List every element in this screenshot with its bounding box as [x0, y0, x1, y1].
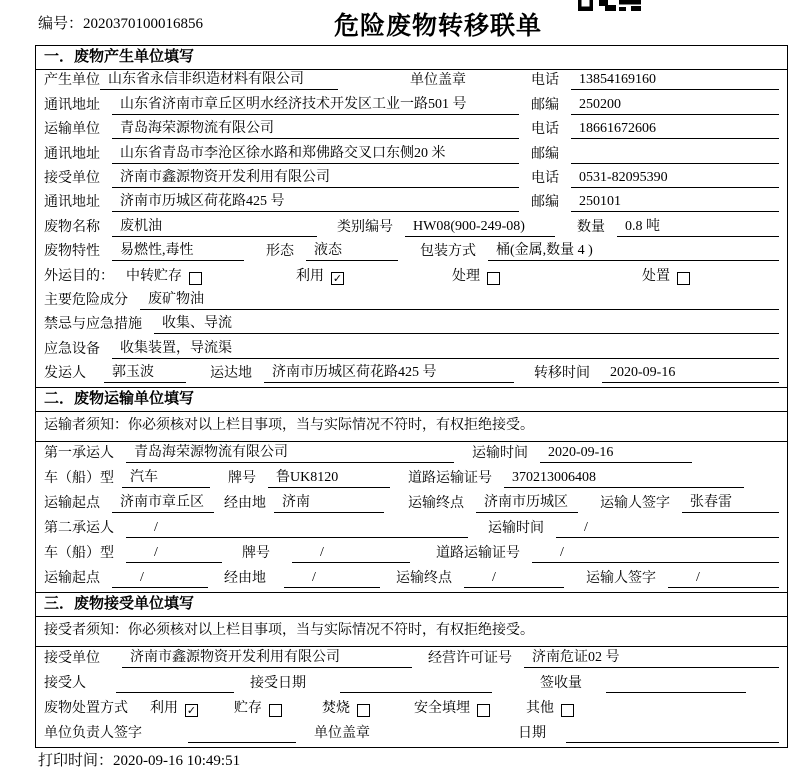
packaging-value: 桶(金属,数量 4 ) [488, 239, 779, 261]
second-vehicle-row [36, 542, 787, 567]
purpose-dispose-checkbox [677, 272, 690, 285]
transfer-time-label: 转移时间 [534, 366, 590, 382]
first-vehicle-row [36, 467, 787, 492]
page-title: 危险废物转移联单 [334, 13, 543, 40]
receiver-unit-value: 济南市鑫源物资开发利用有限公司 [112, 166, 519, 188]
accept-person-label: 接受人 [44, 676, 86, 692]
purpose-dispose-label: 处置 [642, 268, 670, 284]
outbound-purpose-row [36, 265, 787, 289]
print-time [38, 749, 240, 768]
hazard-component-value: 废矿物油 [140, 288, 779, 310]
purpose-utilize-label: 利用 [296, 268, 324, 284]
disposal-method-label: 废物处置方式 [44, 701, 128, 717]
receiver-notice: 接受者须知：你必须核对以上栏目事项，当与实际情况不符时，有权拒绝接受。 [36, 617, 787, 647]
receiver-unit-row [36, 168, 787, 192]
qr-code-icon [578, 0, 646, 12]
first-plate-label: 牌号 [228, 471, 256, 487]
receiver-address-label: 通讯地址 [44, 195, 100, 211]
purpose-transfer-storage-label: 中转贮存 [126, 268, 182, 284]
disposal-utilize-checkbox: ✓ [186, 704, 197, 718]
unit-seal-label: 单位盖章 [410, 73, 466, 89]
packaging-label: 包装方式 [420, 244, 476, 260]
second-via-label: 经由地 [224, 571, 266, 587]
second-vehicle-type-label: 车（船）型 [44, 546, 114, 562]
doc-number-value: 2020370100016856 [83, 16, 204, 32]
second-transport-time-label: 运输时间 [488, 521, 544, 537]
outbound-purpose-label: 外运目的： [44, 268, 114, 284]
print-time-value: 2020-09-16 10:49:51 [113, 753, 241, 768]
transporter-notice: 运输者须知：你必须核对以上栏目事项，当与实际情况不符时，有权拒绝接受。 [36, 412, 787, 442]
second-road-permit-label: 道路运输证号 [436, 546, 520, 562]
manifest-table [35, 45, 788, 748]
emergency-measures-value: 收集、导流 [154, 312, 779, 334]
producer-phone-label: 电话 [531, 73, 559, 89]
hazard-component-row [36, 290, 787, 314]
form-value: 液态 [306, 239, 398, 261]
purpose-transfer-storage-checkbox [189, 272, 202, 285]
producer-address-value: 山东省济南市章丘区明水经济技术开发区工业一路501 号 [112, 93, 519, 115]
producer-address-row [36, 94, 787, 118]
accept-unit-label: 接受单位 [44, 651, 100, 667]
first-carrier-value: 青岛海荣源物流有限公司 [126, 441, 454, 463]
date-label: 日期 [518, 726, 546, 742]
second-road-permit-value: / [532, 545, 779, 563]
second-via-value: / [284, 570, 380, 588]
receiver-phone-value: 0531-82095390 [571, 170, 779, 188]
section1-title: 一．废物产生单位填写 [36, 46, 787, 70]
transporter-zip-label: 邮编 [531, 146, 559, 162]
first-carrier-row [36, 442, 787, 467]
second-transport-time-value: / [556, 520, 779, 538]
quantity-value: 0.8 吨 [617, 215, 779, 237]
producer-unit-row [36, 70, 787, 94]
accept-unit-value: 济南市鑫源物资开发利用有限公司 [122, 646, 412, 668]
second-plate-value: / [292, 545, 410, 563]
first-via-label: 经由地 [224, 496, 266, 512]
transporter-unit-value: 青岛海荣源物流有限公司 [112, 117, 519, 139]
second-origin-value: / [112, 570, 208, 588]
first-transporter-sign-label: 运输人签字 [600, 496, 670, 512]
category-code-value: HW08(900-249-08) [405, 219, 555, 237]
disposal-landfill-label: 安全填埋 [414, 701, 470, 717]
second-terminus-label: 运输终点 [396, 571, 452, 587]
first-terminus-value: 济南市历城区 [476, 491, 578, 513]
purpose-treat-label: 处理 [452, 268, 480, 284]
producer-phone-value: 13854169160 [571, 72, 779, 90]
accept-person-row [36, 672, 787, 697]
disposal-method-row [36, 697, 787, 722]
producer-unit-value: 山东省永信非织造材料有限公司 [100, 68, 338, 90]
accept-unit-row [36, 647, 787, 672]
disposal-incinerate-checkbox [357, 704, 370, 717]
waste-name-row [36, 216, 787, 240]
responsible-sign-row [36, 722, 787, 747]
second-transporter-sign-value: / [668, 570, 779, 588]
transporter-zip-value [571, 162, 779, 164]
signed-quantity-label: 签收量 [540, 676, 582, 692]
second-route-row [36, 567, 787, 592]
transporter-unit-label: 运输单位 [44, 122, 100, 138]
section3-title: 三．废物接受单位填写 [36, 592, 787, 617]
emergency-equipment-label: 应急设备 [44, 341, 100, 357]
consignor-value: 郭玉波 [104, 361, 186, 383]
disposal-other-checkbox [561, 704, 574, 717]
first-origin-label: 运输起点 [44, 496, 100, 512]
transporter-address-value: 山东省青岛市李沧区徐水路和郑佛路交叉口东侧20 米 [112, 142, 519, 164]
producer-address-label: 通讯地址 [44, 97, 100, 113]
signed-quantity-value [606, 691, 746, 693]
second-carrier-label: 第二承运人 [44, 521, 114, 537]
second-carrier-row [36, 517, 787, 542]
disposal-incinerate-label: 焚烧 [322, 701, 350, 717]
producer-zip-label: 邮编 [531, 97, 559, 113]
receiver-phone-label: 电话 [531, 170, 559, 186]
second-transporter-sign-label: 运输人签字 [586, 571, 656, 587]
accept-date-label: 接受日期 [250, 676, 306, 692]
emergency-measures-label: 禁忌与应急措施 [44, 317, 142, 333]
second-plate-label: 牌号 [242, 546, 270, 562]
quantity-label: 数量 [577, 219, 605, 235]
receiver-address-value: 济南市历城区荷花路425 号 [112, 190, 519, 212]
waste-name-label: 废物名称 [44, 219, 100, 235]
first-vehicle-type-value: 汽车 [122, 466, 210, 488]
disposal-storage-label: 贮存 [234, 701, 262, 717]
first-plate-value: 鲁UK8120 [268, 466, 390, 488]
permit-no-value: 济南危证02 号 [524, 646, 779, 668]
transfer-time-value: 2020-09-16 [602, 365, 779, 383]
receiver-zip-label: 邮编 [531, 195, 559, 211]
second-origin-label: 运输起点 [44, 571, 100, 587]
first-carrier-label: 第一承运人 [44, 446, 114, 462]
emergency-measures-row [36, 314, 787, 338]
receiver-zip-value: 250101 [571, 194, 779, 212]
category-code-label: 类别编号 [337, 219, 393, 235]
form-label: 形态 [266, 244, 294, 260]
first-route-row [36, 492, 787, 517]
unit-seal2-label: 单位盖章 [314, 726, 370, 742]
responsible-sign-label: 单位负责人签字 [44, 726, 142, 742]
transporter-address-row [36, 143, 787, 167]
first-transport-time-label: 运输时间 [472, 446, 528, 462]
accept-date-value [340, 691, 492, 693]
first-terminus-label: 运输终点 [408, 496, 464, 512]
receiver-address-row [36, 192, 787, 216]
second-terminus-value: / [464, 570, 564, 588]
permit-no-label: 经营许可证号 [428, 651, 512, 667]
waste-name-value: 废机油 [112, 215, 317, 237]
receiver-unit-label: 接受单位 [44, 170, 100, 186]
accept-person-value [116, 691, 234, 693]
second-vehicle-type-value: / [126, 545, 222, 563]
doc-number [38, 12, 203, 33]
disposal-landfill-checkbox [477, 704, 490, 717]
disposal-storage-checkbox [269, 704, 282, 717]
first-via-value: 济南 [274, 491, 384, 513]
second-carrier-value: / [126, 520, 468, 538]
transporter-phone-value: 18661672606 [571, 121, 779, 139]
first-transporter-sign-value: 张春雷 [682, 491, 779, 513]
disposal-other-label: 其他 [526, 701, 554, 717]
first-transport-time-value: 2020-09-16 [540, 445, 692, 463]
print-time-label: 打印时间： [38, 753, 114, 768]
responsible-sign-value [188, 741, 296, 743]
transporter-address-label: 通讯地址 [44, 146, 100, 162]
purpose-treat-checkbox [487, 272, 500, 285]
disposal-utilize-label: 利用 [150, 701, 178, 717]
transporter-phone-label: 电话 [531, 122, 559, 138]
consignor-row [36, 363, 787, 387]
first-origin-value: 济南市章丘区 [112, 491, 214, 513]
waste-property-value: 易燃性,毒性 [112, 239, 244, 261]
first-road-permit-label: 道路运输证号 [408, 471, 492, 487]
first-road-permit-value: 370213006408 [504, 470, 744, 488]
transporter-unit-row [36, 119, 787, 143]
emergency-equipment-row [36, 338, 787, 362]
destination-value: 济南市历城区荷花路425 号 [264, 361, 514, 383]
waste-property-label: 废物特性 [44, 244, 100, 260]
waste-property-row [36, 241, 787, 265]
purpose-utilize-checkbox: ✓ [332, 271, 343, 285]
hazard-component-label: 主要危险成分 [44, 292, 128, 308]
emergency-equipment-value: 收集装置，导流渠 [112, 337, 779, 359]
producer-zip-value: 250200 [571, 97, 779, 115]
date-value [566, 741, 779, 743]
first-vehicle-type-label: 车（船）型 [44, 471, 114, 487]
section2-title: 二．废物运输单位填写 [36, 387, 787, 412]
consignor-label: 发运人 [44, 366, 86, 382]
destination-label: 运达地 [210, 366, 252, 382]
producer-unit-label: 产生单位 [44, 73, 100, 89]
doc-number-label: 编号： [38, 16, 84, 32]
